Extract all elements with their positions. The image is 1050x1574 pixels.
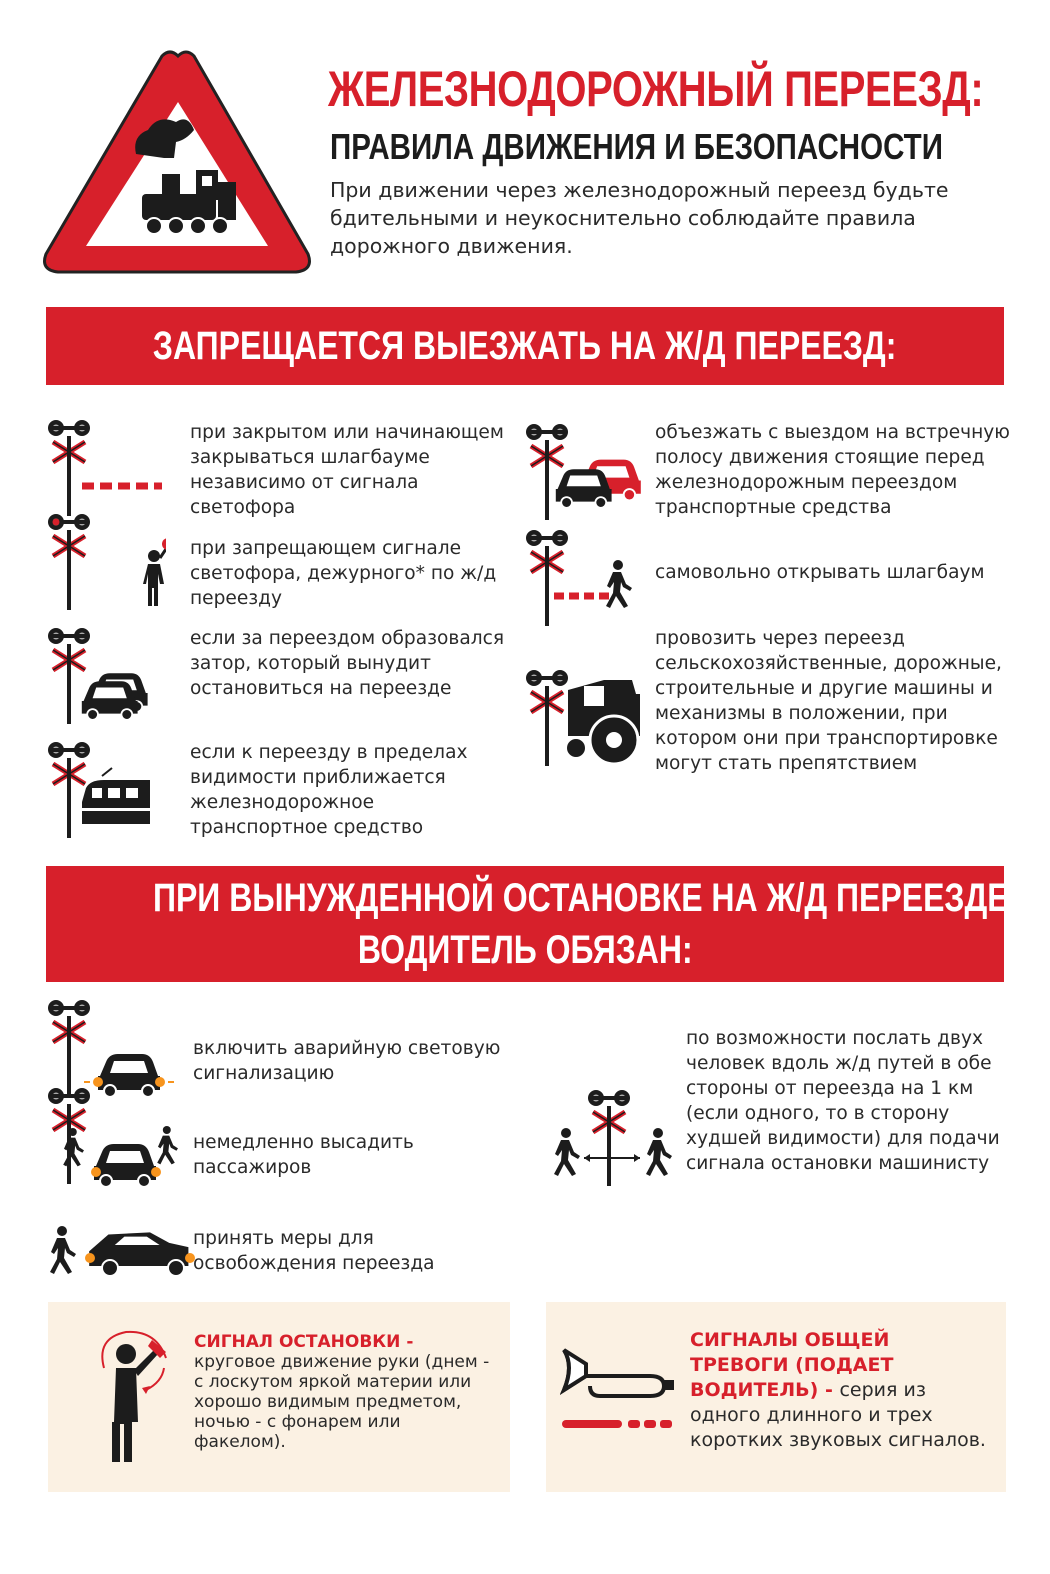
page-title: ЖЕЛЕЗНОДОРОЖНЫЙ ПЕРЕЕЗД: bbox=[328, 61, 984, 117]
forced-stop-heading-line1: ПРИ ВЫНУЖДЕННОЙ ОСТАНОВКЕ НА Ж/Д ПЕРЕЕЗДЕ bbox=[152, 876, 1009, 920]
agricultural-machine-icon bbox=[524, 670, 654, 780]
page-subtitle: ПРАВИЛА ДВИЖЕНИЯ И БЕЗОПАСНОСТИ bbox=[330, 126, 943, 167]
prohibited-item-traffic-jam: если за переездом образовался затор, который вынудит остановиться на переезде bbox=[190, 628, 505, 699]
railway-crossing-warning-sign-icon bbox=[36, 44, 320, 284]
intro-text: При движении через железнодорожный переезд будьте бдительными и неукоснительно соблюдайте правила дорожного движения. bbox=[330, 178, 949, 258]
hazard-lights-icon bbox=[46, 1000, 176, 1100]
duty-item-send-people: по возможности послать двух человек вдоль ж/д путей в обе стороны от переезда на 1 км (если одного, то в сторону худшей видимости) для подачи сигнала остановки машинисту bbox=[686, 1028, 1000, 1174]
overtaking-oncoming-lane-icon bbox=[524, 424, 654, 524]
stop-signal-dash: - bbox=[400, 1332, 414, 1352]
prohibited-item-stop-signal: при запрещающем сигнале светофора, дежурного* по ж/д переезду bbox=[190, 538, 497, 609]
prohibited-item-approaching-train: если к переезду в пределах видимости приближается железнодорожное транспортное средство bbox=[190, 742, 468, 838]
prohibited-item-machinery: провозить через переезд сельскохозяйственные, дорожные, строительные и другие машины и механизмы в положении, при котором они при транспортировке могут стать препятствием bbox=[655, 628, 1002, 774]
push-car-icon bbox=[46, 1220, 196, 1280]
approaching-train-icon bbox=[46, 742, 166, 842]
forced-stop-banner bbox=[46, 866, 1009, 982]
opening-barrier-icon bbox=[524, 530, 654, 630]
send-two-people-icon bbox=[548, 1090, 678, 1190]
duty-item-drop-passengers: немедленно высадить пассажиров bbox=[193, 1132, 414, 1178]
closed-barrier-icon bbox=[46, 420, 166, 520]
prohibited-item-open-barrier: самовольно открывать шлагбаум bbox=[655, 562, 985, 583]
forced-stop-heading-line2: ВОДИТЕЛЬ ОБЯЗАН: bbox=[357, 928, 693, 972]
duty-item-hazard-lights: включить аварийную световую сигнализацию bbox=[193, 1038, 501, 1084]
drop-passengers-icon bbox=[46, 1088, 186, 1188]
traffic-jam-icon bbox=[46, 628, 166, 728]
alarm-signal-title: СИГНАЛЫ ОБЩЕЙ ТРЕВОГИ (ПОДАЕТ ВОДИТЕЛЬ) bbox=[690, 1329, 894, 1401]
prohibited-item-closed-barrier: при закрытом или начинающем закрываться шлагбауме независимо от сигнала светофора bbox=[190, 422, 504, 518]
alarm-signal-text: серия из одного длинного и трех коротких звуковых сигналов. bbox=[690, 1379, 986, 1451]
alarm-signal-dash: - bbox=[818, 1379, 840, 1401]
signaling-person-icon bbox=[86, 1328, 196, 1468]
signal-duty-officer-icon bbox=[46, 514, 166, 614]
horn-icon bbox=[560, 1346, 680, 1436]
prohibited-banner bbox=[46, 307, 1004, 385]
prohibited-heading: ЗАПРЕЩАЕТСЯ ВЫЕЗЖАТЬ НА Ж/Д ПЕРЕЕЗД: bbox=[153, 324, 897, 368]
duty-item-clear-crossing: принять меры для освобождения переезда bbox=[193, 1228, 435, 1274]
stop-signal-box bbox=[48, 1302, 510, 1492]
alarm-signal-box bbox=[546, 1302, 1006, 1492]
stop-signal-text: круговое движение руки (днем - с лоскутом яркой материи или хорошо видимым предметом, ночью - с фонарем или факелом). bbox=[194, 1352, 490, 1452]
stop-signal-title: СИГНАЛ ОСТАНОВКИ bbox=[194, 1332, 401, 1352]
prohibited-item-oncoming-lane: объезжать с выездом на встречную полосу движения стоящие перед железнодорожным переездом транспортные средства bbox=[655, 422, 1010, 518]
